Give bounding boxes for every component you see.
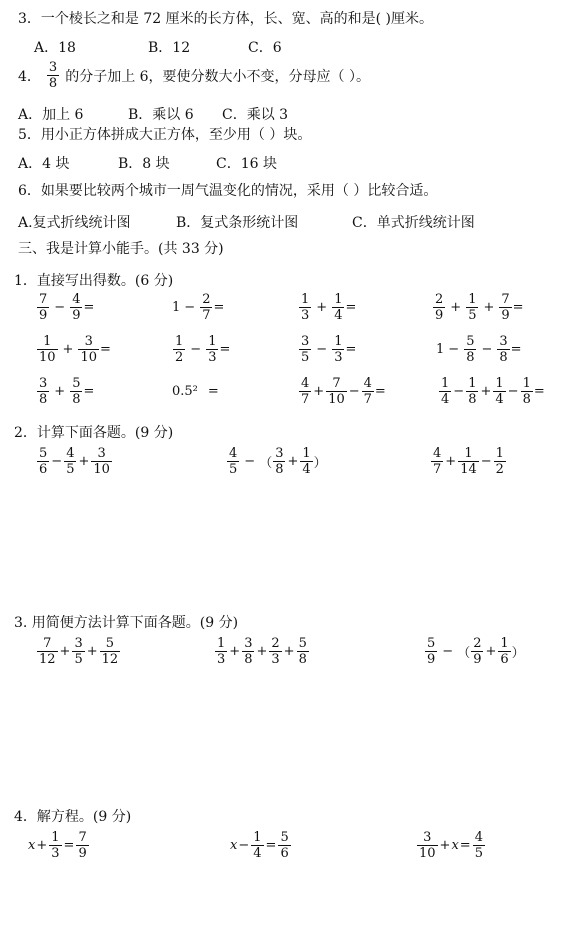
calc-2-4: 1 − $\frac{5}{8}$ − $\frac{3}{8}$ = <box>436 334 522 365</box>
q6-option-c: C．单式折线统计图 <box>352 215 475 231</box>
q6-option-b: B．复式条形统计图 <box>176 215 299 231</box>
question-3: 3．一个棱长之和是 72 厘米的长方体，长、宽、高的和是( )厘米。 <box>18 11 433 27</box>
question-4: 4． $\frac{3}{8}$ 的分子加上 6，要使分数大小不变，分母应（ ）。 <box>18 60 371 91</box>
q4-option-c: C．乘以 3 <box>222 107 289 123</box>
q5-option-a: A．4 块 <box>18 156 70 172</box>
part-4-title: 4．解方程。(9 分) <box>14 809 132 825</box>
calc-1-2: 1 − $\frac{2}{7}$ = <box>172 292 225 323</box>
calc-3-1: $\frac{3}{8}$ + $\frac{5}{8}$ = <box>39 376 95 407</box>
part-1-title: 1．直接写出得数。(6 分) <box>14 273 174 289</box>
calc-2-2: $\frac{1}{2}$ − $\frac{1}{3}$ = <box>175 334 231 365</box>
calc-1-1: $\frac{7}{9}$ − $\frac{4}{9}$ = <box>39 292 95 323</box>
calc-3-2: 0.5² = <box>172 384 219 399</box>
q3-option-c: C．6 <box>248 40 282 56</box>
equation-3: $\frac{3}{10}$ + x = $\frac{4}{5}$ <box>419 830 483 861</box>
q5-option-c: C．16 块 <box>216 156 277 172</box>
q3-option-a: A．18 <box>34 40 76 56</box>
calc-2-1: $\frac{1}{10}$ + $\frac{3}{10}$ = <box>39 334 111 365</box>
part3-problem-1: $\frac{7}{12}$ + $\frac{3}{5}$ + $\frac{5}{12}$ <box>39 636 119 667</box>
q4-option-b: B．乘以 6 <box>128 107 194 123</box>
part-3-title: 3. 用简便方法计算下面各题。(9 分) <box>14 615 239 631</box>
calc-3-3: $\frac{4}{7}$ + $\frac{7}{10}$ − $\frac{4}{7}$ = <box>301 376 386 407</box>
part2-problem-2: $\frac{4}{5}$ − （ $\frac{3}{8}$ + $\frac{1}{4}$ ） <box>229 446 327 477</box>
calc-2-3: $\frac{3}{5}$ − $\frac{1}{3}$ = <box>301 334 357 365</box>
q5-option-b: B．8 块 <box>118 156 170 172</box>
question-5: 5．用小正方体拼成大正方体，至少用（ ）块。 <box>18 127 312 143</box>
part-2-title: 2．计算下面各题。(9 分) <box>14 425 174 441</box>
calc-1-3: $\frac{1}{3}$ + $\frac{1}{4}$ = <box>301 292 357 323</box>
calc-3-4: $\frac{1}{4}$ − $\frac{1}{8}$ + $\frac{1}{4}$ − $\frac{1}{8}$ = <box>441 376 545 407</box>
equation-1: x + $\frac{1}{3}$ = $\frac{7}{9}$ <box>28 830 87 861</box>
calc-1-4: $\frac{2}{9}$ + $\frac{1}{5}$ + $\frac{7}{9}$ = <box>435 292 524 323</box>
part2-problem-1: $\frac{5}{6}$ − $\frac{4}{5}$ + $\frac{3}{10}$ <box>39 446 110 477</box>
q3-option-b: B．12 <box>148 40 191 56</box>
q6-option-a: A.复式折线统计图 <box>18 215 131 231</box>
q4-option-a: A．加上 6 <box>18 107 84 123</box>
part3-problem-3: $\frac{5}{9}$ − （ $\frac{2}{9}$ + $\frac{1}{6}$ ） <box>427 636 525 667</box>
part3-problem-2: $\frac{1}{3}$ + $\frac{3}{8}$ + $\frac{2}{3}$ + $\frac{5}{8}$ <box>217 636 307 667</box>
question-6: 6．如果要比较两个城市一周气温变化的情况，采用（ ）比较合适。 <box>18 183 438 199</box>
q4-fraction: $\frac{3}{8}$ <box>48 60 58 91</box>
equation-2: x − $\frac{1}{4}$ = $\frac{5}{6}$ <box>230 830 289 861</box>
section-3-title: 三、我是计算小能手。(共 33 分) <box>18 241 224 257</box>
part2-problem-3: $\frac{4}{7}$ + $\frac{1}{14}$ − $\frac{1}{2}$ <box>433 446 504 477</box>
